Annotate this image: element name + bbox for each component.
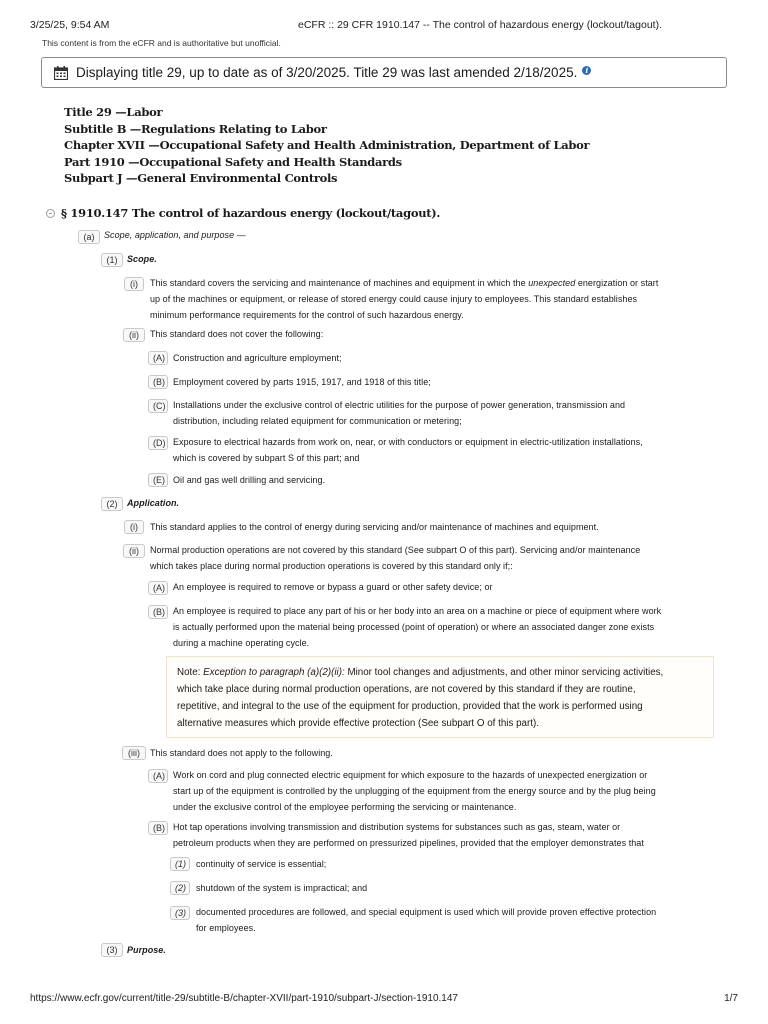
paragraph-text: continuity of service is essential; — [196, 859, 327, 869]
text-line — [177, 664, 703, 681]
paragraph-label[interactable]: (D) — [148, 436, 168, 450]
print-page-title: eCFR :: 29 CFR 1910.147 -- The control of hazardous energy (lockout/tagout). — [298, 19, 662, 31]
paragraph-label[interactable]: (1) — [170, 857, 190, 871]
text-line: petroleum products when they are performed on pressurized pipelines, provided that the employer demonstrates that — [173, 838, 644, 848]
paragraph-text: An employee is required to remove or bypass a guard or other safety device; or — [173, 582, 493, 592]
hierarchy-chapter[interactable]: Chapter XVII —Occupational Safety and Health Administration, Department of Labor — [64, 138, 590, 153]
text-line: Work on cord and plug connected electric equipment for which exposure to the hazards of unexpected energization or — [173, 770, 648, 780]
text-span-italic: unexpected — [528, 278, 576, 288]
paragraph-label[interactable]: (2) — [101, 497, 123, 511]
paragraph-label[interactable]: (i) — [124, 520, 144, 534]
paragraph-text: Oil and gas well drilling and servicing. — [173, 475, 326, 485]
paragraph-text: This standard applies to the control of energy during servicing and/or maintenance of machines and equipment. — [150, 522, 599, 532]
text-line: documented procedures are followed, and special equipment is used which will provide proven effective protection — [196, 907, 657, 917]
paragraph-label[interactable]: (A) — [148, 351, 168, 365]
hierarchy-breadcrumb — [64, 104, 589, 187]
paragraph-heading: Scope. — [127, 254, 157, 264]
text-line: distribution, including related equipment for communication or metering; — [173, 416, 462, 426]
text-line: which take place during normal production operations, are not covered by this standard if they are routine, — [177, 684, 636, 695]
text-line: up of the machines or equipment, or release of stored energy could cause injury to employees. This standard establishes — [150, 294, 638, 304]
paragraph-heading: Purpose. — [127, 945, 166, 955]
disclaimer: This content is from the eCFR and is authoritative but unofficial. — [42, 38, 281, 48]
paragraph-text — [173, 767, 656, 815]
text-line: repetitive, and integral to the use of the equipment for production, provided that the work is performed using — [177, 701, 643, 712]
paragraph-label[interactable]: (3) — [101, 943, 123, 957]
text-line: alternative measures which provide effective protection (See subpart O of this part). — [177, 718, 539, 729]
text-line: during a machine operating cycle. — [173, 638, 310, 648]
paragraph-label[interactable]: (1) — [101, 253, 123, 267]
section-title: § 1910.147 The control of hazardous energy (lockout/tagout). — [61, 206, 441, 220]
text-span: This standard covers the servicing and maintenance of machines and equipment in which the — [150, 278, 529, 288]
paragraph-label[interactable]: (B) — [148, 605, 168, 619]
paragraph-label[interactable]: (iii) — [122, 746, 146, 760]
paragraph-label[interactable]: (3) — [170, 906, 190, 920]
paragraph-text: This standard does not apply to the following. — [150, 748, 333, 758]
note-italic: Exception to paragraph (a)(2)(ii): — [203, 667, 345, 678]
collapse-icon[interactable] — [46, 209, 55, 218]
paragraph-heading: Application. — [127, 498, 180, 508]
currency-notice — [41, 57, 727, 88]
paragraph-a-heading — [104, 227, 246, 243]
paragraph-label[interactable]: (2) — [170, 881, 190, 895]
text-line: which is covered by subpart S of this part; and — [173, 453, 360, 463]
text-line — [150, 275, 658, 291]
paragraph-text — [150, 542, 640, 574]
text-line: minimum performance requirements for the control of such hazardous energy. — [150, 310, 464, 320]
paragraph-text: Employment covered by parts 1915, 1917, and 1918 of this title; — [173, 377, 431, 387]
text-span: energization or start — [575, 278, 659, 288]
page-number: 1/7 — [724, 993, 738, 1004]
text-line: under the exclusive control of the employee performing the servicing or maintenance. — [173, 802, 517, 812]
paragraph-text: Construction and agriculture employment; — [173, 353, 342, 363]
info-icon[interactable]: i — [582, 66, 591, 75]
paragraph-heading-text: Scope, application, and purpose — [104, 230, 235, 240]
paragraph-text — [150, 275, 658, 323]
paragraph-label[interactable]: (C) — [148, 399, 168, 413]
paragraph-text — [196, 904, 656, 936]
text-line: Normal production operations are not covered by this standard (See subpart O of this part). Servicing and/or maintenance — [150, 545, 641, 555]
paragraph-label[interactable]: (ii) — [123, 544, 145, 558]
hierarchy-subpart[interactable]: Subpart J —General Environmental Controls — [64, 171, 338, 186]
hierarchy-title[interactable]: Title 29 —Labor — [64, 105, 163, 119]
text-line: start up of the equipment is controlled by the unplugging of the equipment from the energy source and by the plug being — [173, 786, 656, 796]
paragraph-text: shutdown of the system is impractical; and — [196, 883, 368, 893]
hierarchy-part[interactable]: Part 1910 —Occupational Safety and Health Standards — [64, 154, 402, 169]
paragraph-heading-dash: — — [234, 230, 246, 240]
paragraph-text — [173, 434, 643, 466]
paragraph-label[interactable]: (A) — [148, 581, 168, 595]
text-line: Installations under the exclusive control of electric utilities for the purpose of power generation, transmission and — [173, 400, 626, 410]
paragraph-label[interactable]: (a) — [78, 230, 100, 244]
paragraph-label[interactable]: (i) — [124, 277, 144, 291]
text-line: Hot tap operations involving transmission and distribution systems for substances such as gas, steam, water or — [173, 822, 621, 832]
note-box — [166, 656, 714, 738]
text-span: Minor tool changes and adjustments, and other minor servicing activities, — [344, 667, 664, 678]
paragraph-text — [173, 603, 661, 651]
text-line: Exposure to electrical hazards from work on, near, or with conductors or equipment in electric-utilization installations, — [173, 437, 643, 447]
text-line: An employee is required to place any part of his or her body into an area on a machine or piece of equipment where work — [173, 606, 662, 616]
footer-url[interactable]: https://www.ecfr.gov/current/title-29/subtitle-B/chapter-XVII/part-1910/subpart-J/section-1910.147 — [30, 993, 458, 1004]
paragraph-label[interactable]: (B) — [148, 375, 168, 389]
hierarchy-subtitle[interactable]: Subtitle B —Regulations Relating to Labor — [64, 121, 327, 136]
note-prefix: Note: — [177, 667, 204, 678]
paragraph-text — [173, 819, 644, 851]
section-heading — [46, 206, 440, 220]
print-datetime: 3/25/25, 9:54 AM — [30, 19, 110, 31]
paragraph-label[interactable]: (A) — [148, 769, 168, 783]
text-line: which takes place during normal production operations is covered by this standard only if;: — [150, 561, 513, 571]
paragraph-label[interactable]: (E) — [148, 473, 168, 487]
calendar-icon — [54, 66, 68, 80]
text-line: for employees. — [196, 923, 256, 933]
text-line: is actually performed upon the material being processed (point of operation) or where an associated danger zone exists — [173, 622, 655, 632]
paragraph-text: This standard does not cover the following: — [150, 329, 324, 339]
paragraph-label[interactable]: (B) — [148, 821, 168, 835]
paragraph-label[interactable]: (ii) — [123, 328, 145, 342]
notice-text: Displaying title 29, up to date as of 3/20/2025. Title 29 was last amended 2/18/2025. — [76, 65, 578, 80]
paragraph-text — [173, 397, 625, 429]
